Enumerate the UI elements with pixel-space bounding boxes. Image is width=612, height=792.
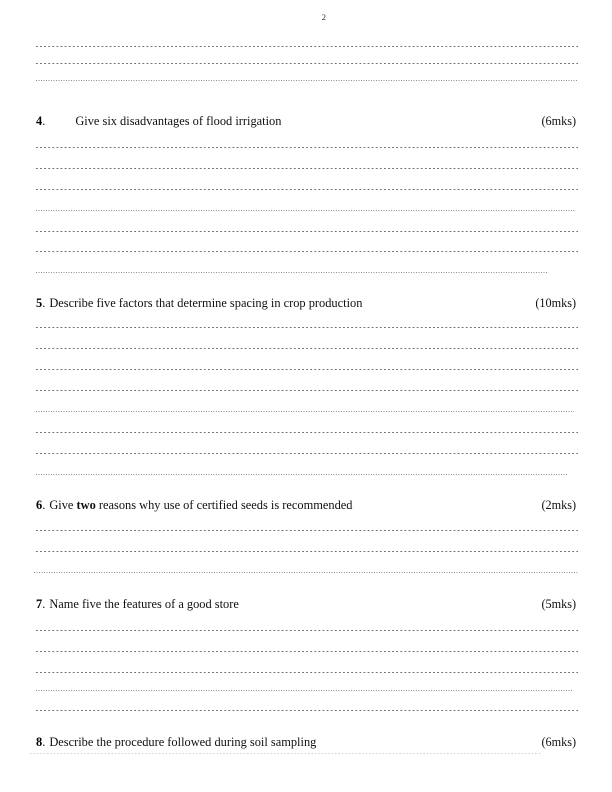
answer-line [36,348,578,349]
answer-line [36,411,574,412]
question-number-separator: . [42,735,46,749]
question-heading-8 [36,735,576,749]
question-text [49,498,352,512]
answer-line [36,147,578,148]
question-text-part: reasons why use of certified seeds is recommended [95,498,353,512]
question-prompt [36,114,281,128]
answer-line [36,189,578,190]
answer-line [36,530,578,531]
question-number: 5 [36,296,43,310]
question-emphasis-word: two [76,498,96,512]
answer-line [36,453,578,454]
answer-line [36,272,548,273]
answer-line [36,690,572,691]
question-text-part: Give [49,498,77,512]
answer-line [36,474,568,475]
question-marks: (5mks) [541,597,576,611]
answer-line [36,251,578,252]
answer-line [30,753,542,754]
question-heading-7 [36,597,576,611]
answer-line [34,572,578,573]
question-text: Give six disadvantages of flood irrigation [75,114,282,128]
answer-line [36,168,578,169]
answer-line [36,630,578,631]
question-number: 7 [36,597,43,611]
question-heading-5 [36,296,576,310]
question-prompt [36,498,352,512]
answer-line [36,432,578,433]
answer-line [36,210,576,211]
answer-line [36,63,578,64]
question-number-separator: . [42,114,46,128]
question-prompt [36,597,239,611]
question-heading-6 [36,498,576,512]
question-number-separator: . [42,498,46,512]
question-marks: (10mks) [535,296,576,310]
answer-line [36,327,578,328]
answer-line [36,231,578,232]
question-number-separator: . [42,597,46,611]
question-prompt [36,296,362,310]
question-heading-4 [36,114,576,128]
question-marks: (6mks) [541,735,576,749]
answer-line [36,710,578,711]
page-number: 2 [321,12,327,22]
question-text: Name five the features of a good store [49,597,239,611]
question-marks: (2mks) [541,498,576,512]
question-number: 8 [36,735,43,749]
answer-line [36,651,578,652]
answer-line [36,80,578,81]
question-prompt [36,735,316,749]
answer-line [36,551,578,552]
answer-line [36,672,578,673]
question-marks: (6mks) [541,114,576,128]
answer-line [36,390,578,391]
answer-line [36,369,578,370]
question-text: Describe five factors that determine spacing in crop production [49,296,363,310]
question-number: 4 [36,114,43,128]
question-number: 6 [36,498,43,512]
question-number-separator: . [42,296,46,310]
question-text: Describe the procedure followed during soil sampling [49,735,317,749]
answer-line [36,46,578,47]
